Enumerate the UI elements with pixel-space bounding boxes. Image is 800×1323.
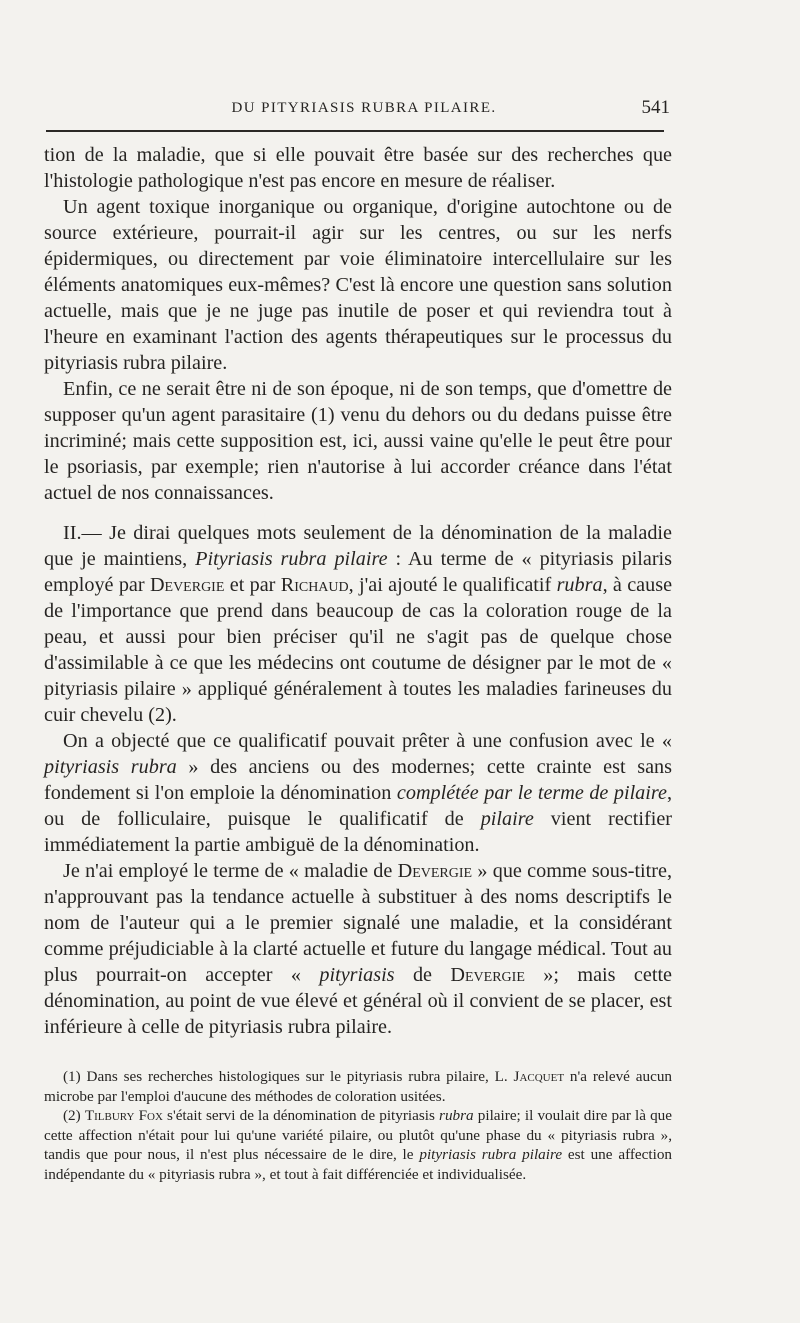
text-run: est une affection indépendante du « pityriasis rubra », et tout à fait différenciée et individualisée. [44, 1146, 673, 1183]
paragraph: tion de la maladie, que si elle pouvait être basée sur des recherches que l'histologie pathologique n'est pas encore en mesure de réaliser. [44, 144, 672, 192]
text-run: s'était servi de la dénomination de pityriasis [167, 1107, 435, 1124]
author-name: Jacquet [513, 1068, 565, 1085]
author-name: Richaud [280, 574, 349, 596]
text-run: , j'ai ajouté le qualificatif [348, 574, 552, 596]
text-run: » des anciens ou des modernes; cette crainte est sans fondement si l'on emploie la dénomination [44, 756, 673, 804]
italic-term: pityriasis [319, 964, 395, 986]
page-header [44, 97, 670, 124]
text-run: (1) Dans ses recherches histologiques sur le pityriasis rubra pilaire, L. [63, 1068, 508, 1085]
text-run: et par [229, 574, 276, 596]
footnote-1 [44, 1067, 672, 1106]
running-title: DU PITYRIASIS RUBRA PILAIRE. [231, 100, 497, 116]
text-run: pilaire; il voulait dire par là que cette affection n'était pour lui qu'une variété pilaire, ou plutôt qu'une phase du « pityriasis rubra », tandis que pour nous, il n'est plus nécessaire de le dire, le [44, 1107, 673, 1163]
author-name: Tilbury Fox [84, 1107, 163, 1124]
italic-term: rubra [439, 1107, 474, 1124]
paragraph [44, 858, 672, 1040]
text-run: , ou de folliculaire, puisque le qualificatif de [44, 782, 673, 830]
footnotes [44, 1067, 672, 1184]
text-run: , à cause de l'importance que prend dans beaucoup de cas la coloration rouge de la peau, et aussi pour bien préciser qu'il ne s'agit pas de quelque chose d'assimilable à ce que les médecins ont coutume de désigner par le mot de « pityriasis pilaire » appliqué généralement à toutes les maladies farineuses du cuir chevelu (2). [44, 574, 673, 726]
text-run: de [412, 964, 433, 986]
paragraph [44, 728, 672, 858]
italic-term: pityriasis rubra [44, 756, 177, 778]
text-run: vient rectifier immédiatement la partie ambiguë de la dénomination. [44, 808, 673, 856]
italic-term: complétée par le terme de pilaire [396, 782, 667, 804]
paragraph-section-ii [44, 520, 672, 728]
text-run: Je n'ai employé le terme de « maladie de [63, 860, 393, 882]
text-run: : Au terme de « pityriasis pilaris employé par [44, 548, 673, 596]
italic-term: Pityriasis rubra pilaire [195, 548, 388, 570]
italic-term: rubra [556, 574, 603, 596]
paragraph: Un agent toxique inorganique ou organique, d'origine autochtone ou de source extérieure, pourrait-il agir sur les centres, ou sur les nerfs épidermiques, ou directement par voie éliminatoire intercellulaire sur les éléments anatomiques eux-mêmes? C'est là encore une question sans solution actuelle, mais que je ne juge pas inutile de poser et qui reviendra tout à l'heure en examinant l'action des agents thérapeutiques sur le processus du pityriasis rubra pilaire. [44, 196, 672, 374]
paragraph: Enfin, ce ne serait être ni de son époque, ni de son temps, que d'omettre de supposer qu'un agent parasitaire (1) venu du dehors ou du dedans puisse être incriminé; mais cette supposition est, ici, aussi vaine qu'elle le peut être pour le psoriasis, par exemple; rien n'autorise à lui accorder créance dans l'état actuel de nos connaissances. [44, 378, 672, 504]
header-rule [46, 130, 664, 132]
text-run: »; mais cette dénomination, au point de vue élevé et général où il convient de se placer, est inférieure à celle de pityriasis rubra pilaire. [44, 964, 673, 1038]
body-text [44, 142, 672, 1040]
text-run: II.— Je dirai quelques mots seulement de la dénomination de la maladie que je maintiens, [44, 522, 672, 570]
text-run: (2) [63, 1107, 81, 1124]
italic-term: pilaire [480, 808, 534, 830]
author-name: Devergie [397, 860, 473, 882]
footnote-2 [44, 1106, 672, 1184]
italic-term: pityriasis rubra pilaire [419, 1146, 563, 1163]
page-number: 541 [641, 97, 670, 118]
text-run: On a objecté que ce qualificatif pouvait prêter à une confusion avec le « [63, 730, 672, 752]
author-name: Devergie [450, 964, 525, 986]
author-name: Devergie [149, 574, 225, 596]
text-run: n'a relevé aucun microbe par l'emploi d'aucune des méthodes de coloration usitées. [44, 1068, 673, 1105]
text-run: » que comme sous-titre, n'approuvant pas la tendance actuelle à substituer à des noms descriptifs le nom de l'auteur qui a le premier signalé une maladie, et la considérant comme préjudiciable à la clarté actuelle et future du langage médical. Tout au plus pourrait-on accepter « [44, 860, 673, 986]
